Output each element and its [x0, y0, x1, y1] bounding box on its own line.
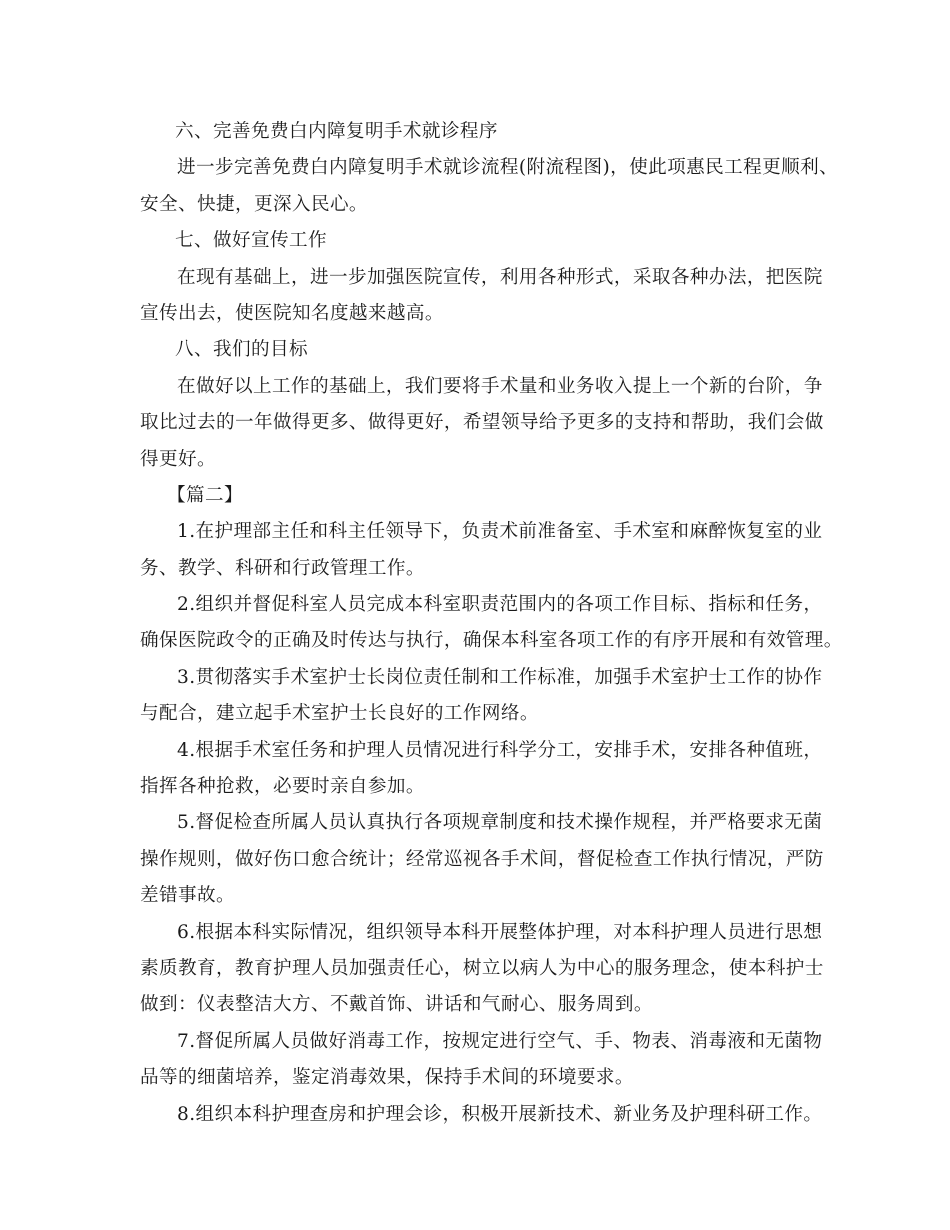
paragraph-line: 差错事故。: [140, 885, 235, 907]
paragraph-line: 4.根据手术室任务和护理人员情况进行科学分工，安排手术，安排各种值班，: [177, 739, 823, 761]
paragraph-line: 确保医院政令的正确及时传达与执行，确保本科室各项工作的有序开展和有效管理。: [140, 630, 843, 652]
paragraph-line: 在现有基础上，进一步加强医院宣传，利用各种形式，采取各种办法，把医院: [177, 266, 823, 288]
paragraph-line: 品等的细菌培养，鉴定消毒效果，保持手术间的环境要求。: [140, 1067, 634, 1089]
paragraph-line: 3.贯彻落实手术室护士长岗位责任制和工作标准，加强手术室护士工作的协作: [177, 666, 823, 688]
paragraph-line: 进一步完善免费白内障复明手术就诊流程(附流程图)，使此项惠民工程更顺利、: [177, 157, 839, 179]
paragraph-line: 素质教育，教育护理人员加强责任心，树立以病人为中心的服务理念，使本科护士: [140, 957, 824, 979]
section-heading: 七、做好宣传工作: [175, 230, 327, 252]
section-heading: 六、完善免费白内障复明手术就诊程序: [175, 121, 498, 142]
paragraph-line: 1.在护理部主任和科主任领导下，负责术前准备室、手术室和麻醉恢复室的业: [177, 521, 823, 543]
paragraph-line: 6.根据本科实际情况，组织领导本科开展整体护理，对本科护理人员进行思想: [177, 921, 823, 943]
document-body: [140, 114, 843, 1133]
part-heading: 【篇二】: [167, 484, 243, 506]
paragraph-line: 7.督促所属人员做好消毒工作，按规定进行空气、手、物表、消毒液和无菌物: [177, 1030, 823, 1052]
section-heading: 八、我们的目标: [175, 339, 308, 361]
paragraph-line: 在做好以上工作的基础上，我们要将手术量和业务收入提上一个新的台阶，争: [177, 375, 823, 397]
paragraph-line: 2.组织并督促科室人员完成本科室职责范围内的各项工作目标、指标和任务，: [177, 594, 823, 616]
paragraph-line: 操作规则，做好伤口愈合统计；经常巡视各手术间，督促检查工作执行情况，严防: [140, 848, 824, 870]
paragraph-line: 得更好。: [140, 448, 216, 470]
paragraph-line: 与配合，建立起手术室护士长良好的工作网络。: [140, 703, 539, 725]
paragraph-line: 安全、快捷，更深入民心。: [140, 193, 368, 215]
paragraph-line: 务、教学、科研和行政管理工作。: [140, 557, 425, 579]
paragraph-line: 8.组织本科护理查房和护理会诊，积极开展新技术、新业务及护理科研工作。: [177, 1103, 823, 1125]
paragraph-line: 宣传出去，使医院知名度越来越高。: [140, 302, 444, 324]
paragraph-line: 做到：仪表整洁大方、不戴首饰、讲话和气耐心、服务周到。: [140, 994, 653, 1016]
paragraph-line: 5.督促检查所属人员认真执行各项规章制度和技术操作规程，并严格要求无菌: [177, 812, 823, 834]
paragraph-line: 指挥各种抢救，必要时亲自参加。: [140, 776, 425, 798]
paragraph-line: 取比过去的一年做得更多、做得更好，希望领导给予更多的支持和帮助，我们会做: [140, 412, 824, 434]
